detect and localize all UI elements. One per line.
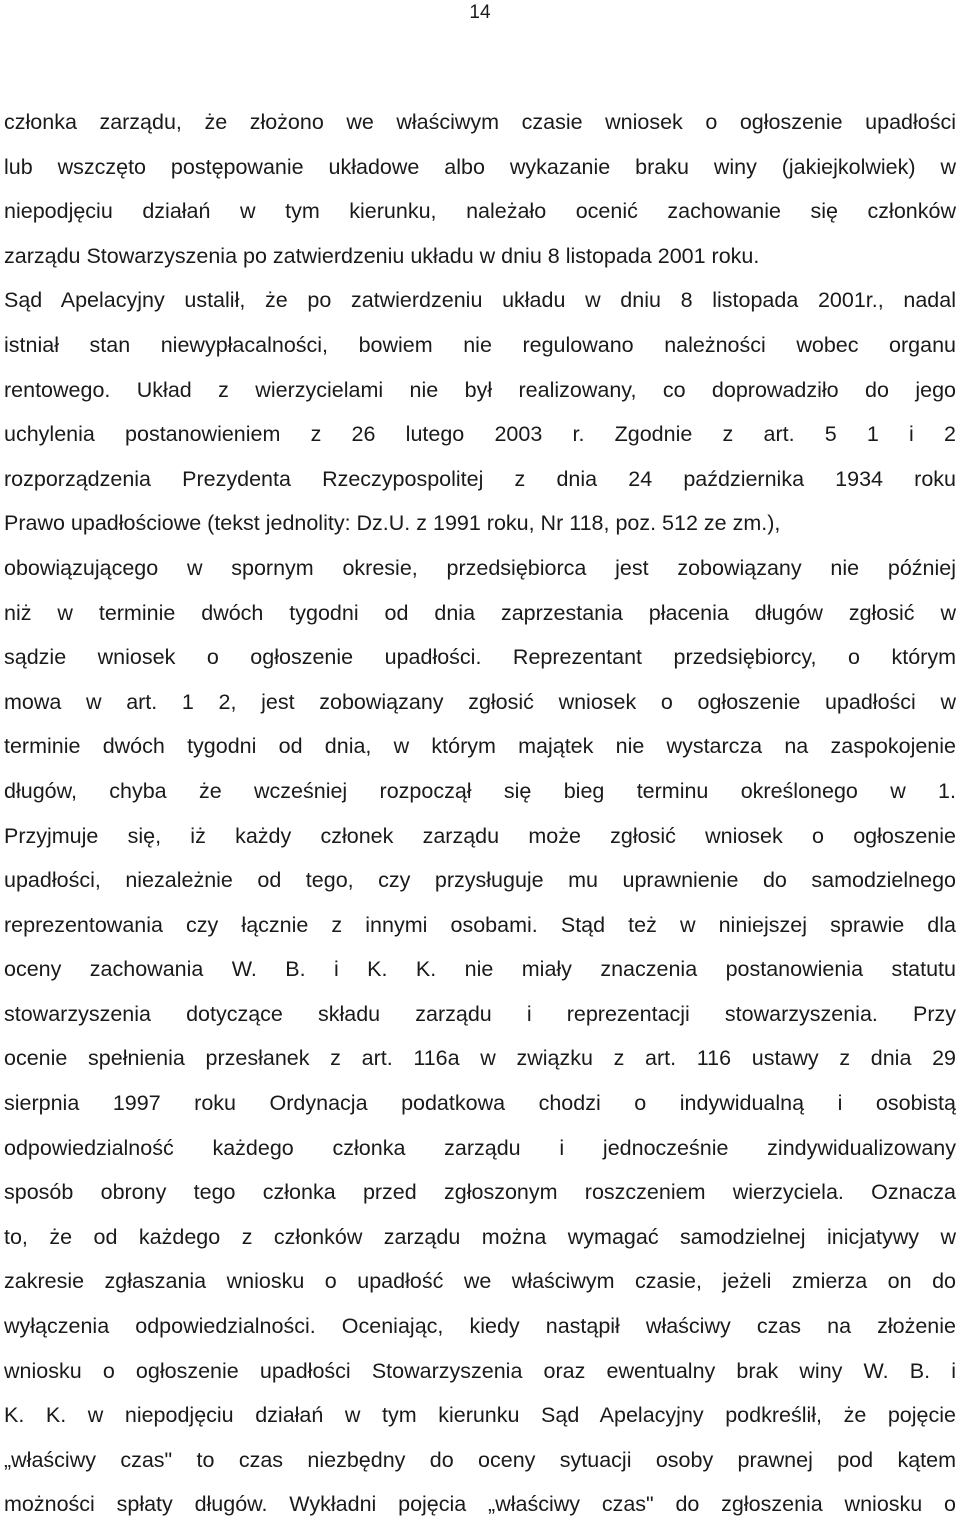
text-line: upadłości, niezależnie od tego, czy przysługuje mu uprawnienie do samodzielnego xyxy=(4,868,956,893)
text-line: obowiązującego w spornym okresie, przedsiębiorca jest zobowiązany nie później xyxy=(4,555,956,580)
text-line: sądzie wniosek o ogłoszenie upadłości. Reprezentant przedsiębiorcy, o którym xyxy=(4,645,956,670)
text-line: mowa w art. 1 2, jest zobowiązany zgłosić wniosek o ogłoszenie upadłości w xyxy=(4,689,956,714)
page-number: 14 xyxy=(469,2,491,23)
text-line: ocenie spełnienia przesłanek z art. 116a w związku z art. 116 ustawy z dnia 29 xyxy=(4,1046,956,1071)
text-line: zakresie zgłaszania wniosku o upadłość we właściwym czasie, jeżeli zmierza on do xyxy=(4,1269,956,1294)
text-line: stowarzyszenia dotyczące składu zarządu i reprezentacji stowarzyszenia. Przy xyxy=(4,1001,956,1026)
text-line: terminie dwóch tygodni od dnia, w którym majątek nie wystarcza na zaspokojenie xyxy=(4,734,956,759)
text-line: reprezentowania czy łącznie z innymi osobami. Stąd też w niniejszej sprawie dla xyxy=(4,912,956,937)
text-line: sposób obrony tego członka przed zgłoszonym roszczeniem wierzyciela. Oznacza xyxy=(4,1180,956,1205)
text-line: Przyjmuje się, iż każdy członek zarządu może zgłosić wniosek o ogłoszenie xyxy=(4,823,956,848)
text-line: niepodjęciu działań w tym kierunku, należało ocenić zachowanie się członków xyxy=(4,199,956,224)
text-line: członka zarządu, że złożono we właściwym czasie wniosek o ogłoszenie upadłości xyxy=(4,110,956,134)
text-line: zarządu Stowarzyszenia po zatwierdzeniu układu w dniu 8 listopada 2001 roku. xyxy=(4,243,760,268)
text-line: wniosku o ogłoszenie upadłości Stowarzyszenia oraz ewentualny brak winy W. B. i xyxy=(4,1358,956,1383)
text-line: istniał stan niewypłacalności, bowiem nie regulowano należności wobec organu xyxy=(4,332,956,357)
text-line: niż w terminie dwóch tygodni od dnia zaprzestania płacenia długów zgłosić w xyxy=(4,600,956,625)
text-line: możności spłaty długów. Wykładni pojęcia „właściwy czas" do zgłoszenia wniosku o xyxy=(4,1492,956,1517)
text-line: to, że od każdego z członków zarządu można wymagać samodzielnej inicjatywy w xyxy=(4,1224,956,1249)
text-line: rentowego. Układ z wierzycielami nie był realizowany, co doprowadziło do jego xyxy=(4,377,956,402)
text-line: rozporządzenia Prezydenta Rzeczypospolitej z dnia 24 października 1934 roku xyxy=(4,466,956,491)
document-body xyxy=(4,100,956,1527)
text-line: Sąd Apelacyjny ustalił, że po zatwierdzeniu układu w dniu 8 listopada 2001r., nadal xyxy=(4,288,956,313)
text-line: odpowiedzialność każdego członka zarządu i jednocześnie zindywidualizowany xyxy=(4,1135,956,1160)
text-line: Prawo upadłościowe (tekst jednolity: Dz.U. z 1991 roku, Nr 118, poz. 512 ze zm.), xyxy=(4,511,781,536)
text-line: oceny zachowania W. B. i K. K. nie miały znaczenia postanowienia statutu xyxy=(4,957,956,982)
text-line: wyłączenia odpowiedzialności. Oceniając, kiedy nastąpił właściwy czas na złożenie xyxy=(4,1314,956,1339)
text-line: uchylenia postanowieniem z 26 lutego 2003 r. Zgodnie z art. 5 1 i 2 xyxy=(4,422,956,447)
text-line: sierpnia 1997 roku Ordynacja podatkowa chodzi o indywidualną i osobistą xyxy=(4,1091,956,1116)
text-line: lub wszczęto postępowanie układowe albo wykazanie braku winy (jakiejkolwiek) w xyxy=(4,154,956,179)
text-line: długów, chyba że wcześniej rozpoczął się bieg terminu określonego w 1. xyxy=(4,778,956,803)
text-line: K. K. w niepodjęciu działań w tym kierunku Sąd Apelacyjny podkreślił, że pojęcie xyxy=(4,1403,956,1428)
text-line: „właściwy czas" to czas niezbędny do oceny sytuacji osoby prawnej pod kątem xyxy=(4,1447,956,1472)
